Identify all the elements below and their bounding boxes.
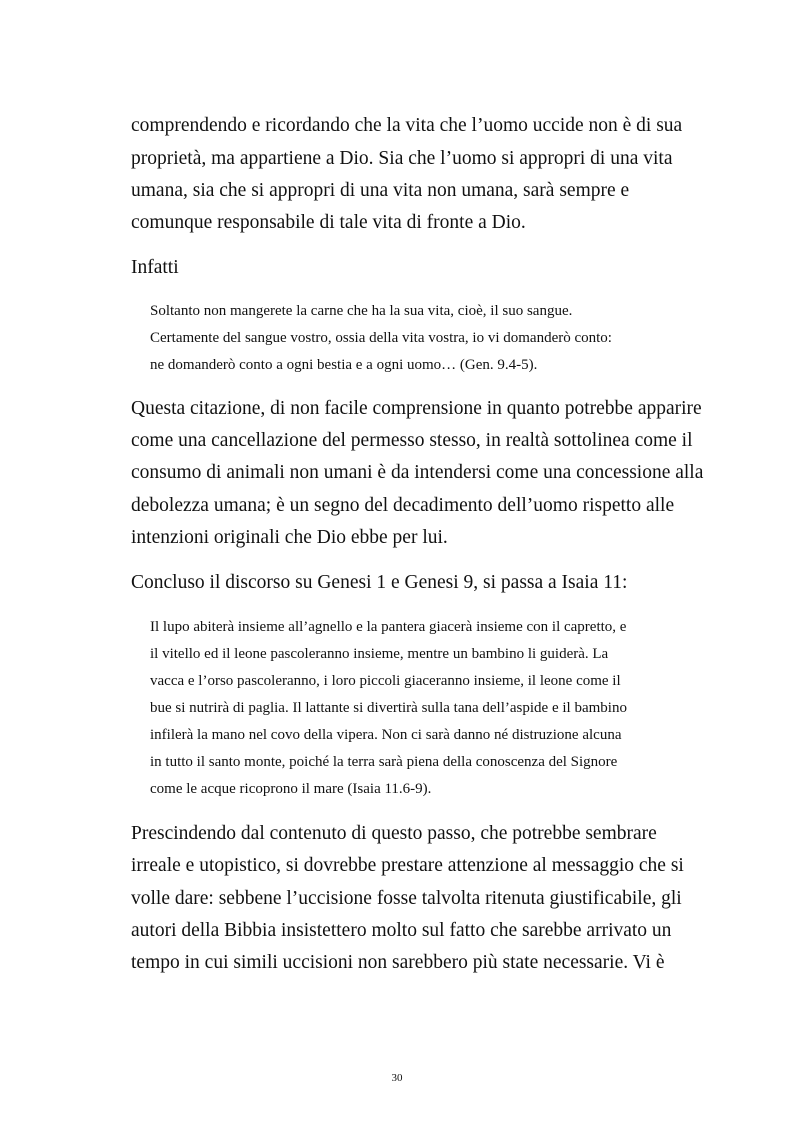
text-line: comunque responsabile di tale vita di fronte a Dio.: [131, 212, 526, 233]
text-line: tempo in cui simili uccisioni non sarebbero più state necessarie. Vi è: [131, 952, 665, 973]
quote-line: come le acque ricoprono il mare (Isaia 11.6-9).: [150, 781, 432, 797]
quote-line: bue si nutrirà di paglia. Il lattante si divertirà sulla tana dell’aspide e il bambino: [150, 700, 627, 716]
quote-line: in tutto il santo monte, poiché la terra sarà piena della conoscenza del Signore: [150, 754, 618, 770]
quote-line: vacca e l’orso pascoleranno, i loro piccoli giaceranno insieme, il leone come il: [150, 673, 621, 689]
quote-line: il vitello ed il leone pascoleranno insieme, mentre un bambino li guiderà. La: [150, 646, 609, 662]
text-line: volle dare: sebbene l’uccisione fosse talvolta ritenuta giustificabile, gli: [131, 888, 682, 909]
quote-line: infilerà la mano nel covo della vipera. Non ci sarà danno né distruzione alcuna: [150, 727, 622, 743]
text-line: Prescindendo dal contenuto di questo passo, che potrebbe sembrare: [131, 823, 657, 844]
text-line: consumo di animali non umani è da intendersi come una concessione alla: [131, 462, 704, 483]
quote-line: Soltanto non mangerete la carne che ha la sua vita, cioè, il suo sangue.: [150, 303, 573, 319]
text-line: Infatti: [131, 257, 179, 278]
quote-line: ne domanderò conto a ogni bestia e a ogni uomo… (Gen. 9.4-5).: [150, 357, 538, 373]
text-line: proprietà, ma appartiene a Dio. Sia che l’uomo si appropri di una vita: [131, 148, 673, 169]
quote-line: Il lupo abiterà insieme all’agnello e la pantera giacerà insieme con il capretto, e: [150, 619, 627, 635]
text-line: irreale e utopistico, si dovrebbe prestare attenzione al messaggio che si: [131, 855, 684, 876]
text-line: come una cancellazione del permesso stesso, in realtà sottolinea come il: [131, 430, 693, 451]
text-line: Questa citazione, di non facile comprensione in quanto potrebbe apparire: [131, 398, 702, 419]
text-line: comprendendo e ricordando che la vita che l’uomo uccide non è di sua: [131, 115, 683, 136]
page-number: 30: [391, 1072, 403, 1084]
text-line: debolezza umana; è un segno del decadimento dell’uomo rispetto alle: [131, 495, 675, 516]
text-line: autori della Bibbia insistettero molto sul fatto che sarebbe arrivato un: [131, 920, 672, 941]
text-line: intenzioni originali che Dio ebbe per lui.: [131, 527, 448, 548]
text-line: Concluso il discorso su Genesi 1 e Genesi 9, si passa a Isaia 11:: [131, 572, 628, 593]
quote-line: Certamente del sangue vostro, ossia della vita vostra, io vi domanderò conto:: [150, 330, 612, 346]
text-line: umana, sia che si appropri di una vita non umana, sarà sempre e: [131, 180, 630, 201]
